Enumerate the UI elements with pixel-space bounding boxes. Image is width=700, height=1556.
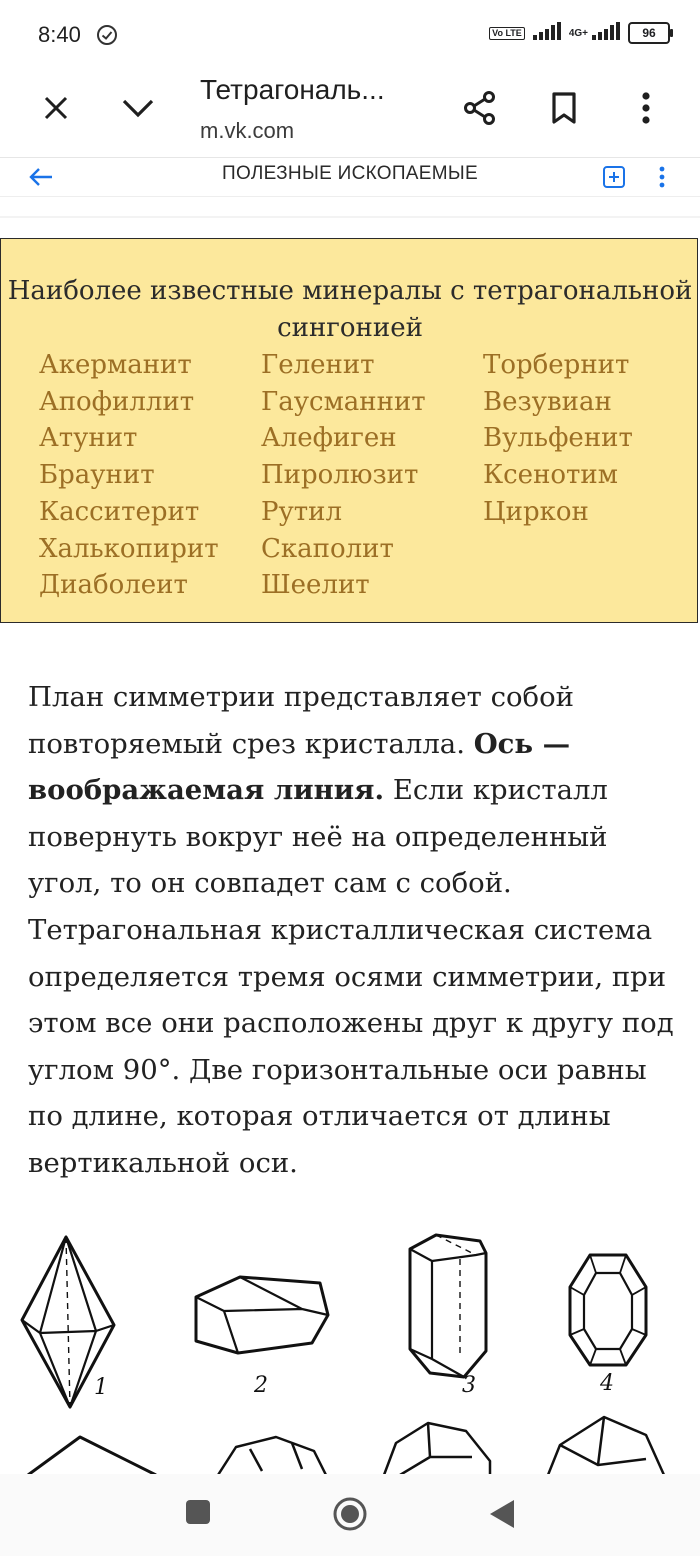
minerals-column-3 bbox=[483, 347, 633, 531]
minerals-column-1 bbox=[39, 347, 219, 604]
minerals-column-2 bbox=[261, 347, 426, 604]
mineral-item: Браунит bbox=[39, 460, 155, 491]
signal-icon-2 bbox=[592, 22, 620, 44]
figure-label-1: 1 bbox=[94, 1375, 108, 1400]
figure-label-3: 3 bbox=[462, 1373, 476, 1398]
bookmark-icon[interactable] bbox=[544, 88, 584, 128]
mineral-item: Диаболеит bbox=[39, 570, 188, 601]
recents-square-icon[interactable] bbox=[184, 1498, 212, 1530]
chevron-down-icon[interactable] bbox=[116, 88, 160, 128]
site-more-icon[interactable] bbox=[652, 164, 672, 190]
mineral-item: Алефиген bbox=[261, 423, 397, 454]
volte-icon: Vo LTE bbox=[489, 27, 525, 40]
mineral-item: Вульфенит bbox=[483, 423, 633, 454]
mineral-item: Рутил bbox=[261, 496, 343, 527]
mineral-item: Апофиллит bbox=[39, 386, 195, 417]
mineral-item: Везувиан bbox=[483, 386, 612, 417]
minerals-table-title: Наиболее известные минералы с тетрагональной сингонией bbox=[7, 276, 693, 343]
mineral-item: Геленит bbox=[261, 350, 375, 380]
mineral-item: Халькопирит bbox=[39, 533, 219, 564]
divider bbox=[0, 216, 700, 218]
check-circle-icon bbox=[96, 24, 118, 50]
mineral-item: Ксенотим bbox=[483, 460, 618, 491]
home-circle-icon[interactable] bbox=[332, 1496, 368, 1536]
figure-label-2: 2 bbox=[254, 1373, 268, 1398]
android-nav-bar bbox=[0, 1474, 700, 1556]
mineral-item: Скаполит bbox=[261, 533, 394, 564]
mineral-item: Акерманит bbox=[39, 350, 192, 380]
close-icon[interactable] bbox=[36, 88, 76, 128]
mineral-item: Циркон bbox=[483, 496, 589, 527]
figure-label-4: 4 bbox=[600, 1371, 614, 1396]
battery-icon: 96 bbox=[628, 22, 670, 44]
signal-icon bbox=[533, 22, 561, 44]
site-section-title: ПОЛЕЗНЫЕ ИСКОПАЕМЫЕ bbox=[222, 163, 478, 184]
add-box-icon[interactable] bbox=[600, 164, 628, 190]
network-type-label: 4G+ bbox=[568, 27, 588, 39]
mineral-item: Пиролюзит bbox=[261, 460, 419, 491]
minerals-table-image bbox=[0, 238, 698, 623]
status-bar bbox=[0, 0, 700, 70]
mineral-item: Касситерит bbox=[39, 496, 200, 527]
mineral-item: Атунит bbox=[39, 423, 138, 454]
page-url[interactable]: m.vk.com bbox=[200, 118, 295, 143]
article-bold-text: Ось — воображаемая линия. bbox=[28, 727, 571, 807]
mineral-item: Шеелит bbox=[261, 570, 370, 601]
mineral-item: Торбернит bbox=[483, 350, 630, 380]
article-paragraph: План симметрии представляет собой повторяемый срез кристалла. Ось — воображаемая линия. Если кристалл повернуть вокруг неё на определенный угол, то он совпадет сам с собой. Тетрагональная кристаллическая система определяется тремя осями симметрии, при этом все они расположены друг к другу под углом 90°. Две горизонтальные оси равны по длине, которая отличается от длины вертикальной оси. bbox=[28, 681, 674, 1179]
page-title: Тетрагональ... bbox=[200, 74, 385, 105]
status-time: 8:40 bbox=[38, 22, 81, 47]
crystal-drawings bbox=[0, 1225, 700, 1475]
back-triangle-icon[interactable] bbox=[488, 1498, 516, 1534]
more-vert-icon[interactable] bbox=[626, 88, 666, 128]
mineral-item: Гаусманнит bbox=[261, 386, 426, 417]
crystal-shapes-image bbox=[0, 1225, 700, 1475]
share-icon[interactable] bbox=[460, 88, 500, 128]
